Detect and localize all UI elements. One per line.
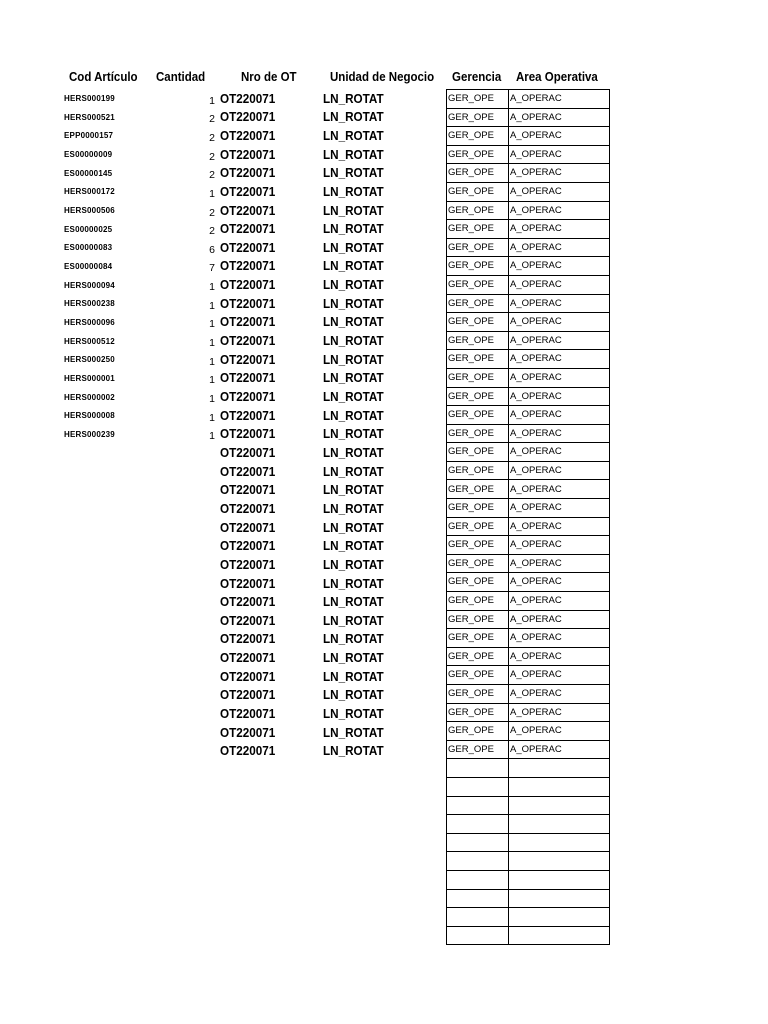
gerencia-cell[interactable]	[447, 796, 509, 815]
area-operativa-cell[interactable]: A_OPERAC	[509, 90, 610, 109]
gerencia-cell[interactable]: GER_OPE	[447, 164, 509, 183]
ot-number[interactable]: OT220071	[220, 500, 276, 516]
gerencia-cell[interactable]	[447, 777, 509, 796]
gerencia-cell[interactable]: GER_OPE	[447, 368, 509, 387]
table-row	[447, 145, 610, 164]
unidad-negocio[interactable]: LN_ROTAT	[323, 500, 384, 516]
table-row	[447, 424, 610, 443]
gerencia-cell[interactable]: GER_OPE	[447, 722, 509, 741]
area-operativa-cell[interactable]	[509, 815, 610, 834]
area-operativa-cell[interactable]: A_OPERAC	[509, 127, 610, 146]
item-code[interactable]: HERS000250	[64, 355, 115, 365]
unidad-negocio[interactable]: LN_ROTAT	[323, 706, 384, 722]
ot-number[interactable]: OT220071	[220, 202, 276, 218]
table-row	[447, 294, 610, 313]
item-quantity[interactable]: 1	[209, 94, 215, 107]
table-row	[447, 406, 610, 425]
table-row	[447, 926, 610, 945]
unidad-negocio[interactable]: LN_ROTAT	[323, 444, 384, 460]
unidad-negocio[interactable]: LN_ROTAT	[323, 426, 384, 442]
ot-number[interactable]: OT220071	[220, 556, 276, 572]
area-operativa-cell[interactable]: A_OPERAC	[509, 536, 610, 555]
unidad-negocio[interactable]: LN_ROTAT	[323, 258, 384, 274]
gerencia-cell[interactable]: GER_OPE	[447, 499, 509, 518]
table-row	[447, 201, 610, 220]
gerencia-cell[interactable]: GER_OPE	[447, 275, 509, 294]
gerencia-cell[interactable]: GER_OPE	[447, 331, 509, 350]
unidad-negocio[interactable]: LN_ROTAT	[323, 519, 384, 535]
header-area-operativa: Area Operativa	[516, 70, 598, 84]
unidad-negocio[interactable]: LN_ROTAT	[323, 239, 384, 255]
item-quantity[interactable]: 2	[209, 113, 215, 126]
ot-number[interactable]: OT220071	[220, 90, 276, 106]
ot-number[interactable]: OT220071	[220, 314, 276, 330]
item-code[interactable]: HERS000172	[64, 187, 115, 197]
header-gerencia: Gerencia	[452, 70, 502, 84]
gerencia-cell[interactable]	[447, 815, 509, 834]
area-operativa-cell[interactable]: A_OPERAC	[509, 647, 610, 666]
unidad-negocio[interactable]: LN_ROTAT	[323, 183, 384, 199]
area-operativa-cell[interactable]	[509, 926, 610, 945]
unidad-negocio[interactable]: LN_ROTAT	[323, 538, 384, 554]
item-quantity[interactable]: 1	[209, 281, 215, 294]
table-row	[447, 870, 610, 889]
area-operativa-cell[interactable]: A_OPERAC	[509, 331, 610, 350]
item-code[interactable]: HERS000199	[64, 94, 115, 104]
gerencia-cell[interactable]	[447, 870, 509, 889]
unidad-negocio[interactable]: LN_ROTAT	[323, 687, 384, 703]
table-row	[447, 592, 610, 611]
item-quantity[interactable]: 2	[209, 206, 215, 219]
unidad-negocio[interactable]: LN_ROTAT	[323, 127, 384, 143]
table-row	[447, 573, 610, 592]
area-operativa-cell[interactable]: A_OPERAC	[509, 461, 610, 480]
unidad-negocio[interactable]: LN_ROTAT	[323, 482, 384, 498]
area-operativa-cell[interactable]	[509, 777, 610, 796]
table-row	[447, 257, 610, 276]
table-row	[447, 666, 610, 685]
unidad-negocio[interactable]: LN_ROTAT	[323, 370, 384, 386]
gerencia-cell[interactable]: GER_OPE	[447, 313, 509, 332]
header-cod-articulo: Cod Artículo	[69, 70, 138, 84]
item-code[interactable]: HERS000238	[64, 299, 115, 309]
unidad-negocio[interactable]: LN_ROTAT	[323, 463, 384, 479]
ot-number[interactable]: OT220071	[220, 612, 276, 628]
gerencia-cell[interactable]: GER_OPE	[447, 610, 509, 629]
gerencia-cell[interactable]: GER_OPE	[447, 220, 509, 239]
unidad-negocio[interactable]: LN_ROTAT	[323, 389, 384, 404]
gerencia-cell[interactable]: GER_OPE	[447, 666, 509, 685]
gerencia-cell[interactable]: GER_OPE	[447, 387, 509, 406]
table-row	[447, 220, 610, 239]
unidad-negocio[interactable]: LN_ROTAT	[323, 165, 384, 181]
item-code[interactable]: HERS000521	[64, 112, 115, 122]
item-quantity[interactable]: 1	[209, 411, 215, 424]
unidad-negocio[interactable]: LN_ROTAT	[323, 90, 384, 106]
table-row	[447, 889, 610, 908]
unidad-negocio[interactable]: LN_ROTAT	[323, 202, 384, 218]
area-operativa-cell[interactable]: A_OPERAC	[509, 368, 610, 387]
gerencia-cell[interactable]: GER_OPE	[447, 201, 509, 220]
gerencia-cell[interactable]: GER_OPE	[447, 592, 509, 611]
area-operativa-cell[interactable]: A_OPERAC	[509, 573, 610, 592]
ot-number[interactable]: OT220071	[220, 538, 276, 554]
gerencia-cell[interactable]: GER_OPE	[447, 536, 509, 555]
gerencia-cell[interactable]	[447, 759, 509, 778]
table-row	[447, 629, 610, 648]
gerencia-area-table	[446, 89, 610, 945]
ot-number[interactable]: OT220071	[220, 668, 276, 684]
area-operativa-cell[interactable]	[509, 833, 610, 852]
unidad-negocio[interactable]: LN_ROTAT	[323, 556, 384, 572]
gerencia-cell[interactable]: GER_OPE	[447, 480, 509, 499]
gerencia-cell[interactable]: GER_OPE	[447, 108, 509, 127]
area-operativa-cell[interactable]: A_OPERAC	[509, 145, 610, 164]
table-row	[447, 443, 610, 462]
item-code[interactable]: ES00000084	[64, 261, 113, 271]
table-row	[447, 331, 610, 350]
unidad-negocio[interactable]: LN_ROTAT	[323, 109, 384, 125]
unidad-negocio[interactable]: LN_ROTAT	[323, 333, 384, 349]
item-code[interactable]: HERS000008	[64, 411, 115, 421]
area-operativa-cell[interactable]: A_OPERAC	[509, 387, 610, 406]
item-quantity[interactable]: 2	[209, 225, 215, 238]
area-operativa-cell[interactable]	[509, 759, 610, 778]
item-quantity[interactable]: 2	[209, 150, 215, 163]
ot-number[interactable]: OT220071	[220, 221, 276, 237]
area-operativa-cell[interactable]	[509, 852, 610, 871]
table-row	[447, 238, 610, 257]
table-row	[447, 90, 610, 109]
table-row	[447, 722, 610, 741]
unidad-negocio[interactable]: LN_ROTAT	[323, 314, 384, 330]
area-operativa-cell[interactable]: A_OPERAC	[509, 424, 610, 443]
ot-number[interactable]: OT220071	[220, 444, 276, 460]
area-operativa-cell[interactable]: A_OPERAC	[509, 238, 610, 257]
ot-number[interactable]: OT220071	[220, 389, 276, 404]
ot-number[interactable]: OT220071	[220, 127, 276, 143]
area-operativa-cell[interactable]: A_OPERAC	[509, 108, 610, 127]
gerencia-cell[interactable]: GER_OPE	[447, 406, 509, 425]
unidad-negocio[interactable]: LN_ROTAT	[323, 650, 384, 666]
gerencia-cell[interactable]: GER_OPE	[447, 517, 509, 536]
item-quantity[interactable]: 1	[209, 393, 215, 405]
area-operativa-cell[interactable]: A_OPERAC	[509, 220, 610, 239]
item-code[interactable]: HERS000094	[64, 280, 115, 290]
area-operativa-cell[interactable]: A_OPERAC	[509, 666, 610, 685]
item-quantity[interactable]: 1	[209, 318, 215, 331]
ot-number[interactable]: OT220071	[220, 165, 276, 181]
ot-number[interactable]: OT220071	[220, 743, 276, 759]
gerencia-cell[interactable]: GER_OPE	[447, 424, 509, 443]
ot-number[interactable]: OT220071	[220, 575, 276, 591]
area-operativa-cell[interactable]: A_OPERAC	[509, 406, 610, 425]
gerencia-cell[interactable]: GER_OPE	[447, 554, 509, 573]
area-operativa-cell[interactable]: A_OPERAC	[509, 592, 610, 611]
item-quantity[interactable]: 6	[209, 243, 215, 256]
item-quantity[interactable]: 1	[209, 430, 215, 443]
gerencia-cell[interactable]: GER_OPE	[447, 350, 509, 369]
area-operativa-cell[interactable]: A_OPERAC	[509, 443, 610, 462]
table-row	[447, 368, 610, 387]
gerencia-cell[interactable]: GER_OPE	[447, 443, 509, 462]
ot-number[interactable]: OT220071	[220, 463, 276, 479]
item-code[interactable]: ES00000025	[64, 224, 113, 234]
gerencia-cell[interactable]: GER_OPE	[447, 629, 509, 648]
area-operativa-cell[interactable]: A_OPERAC	[509, 703, 610, 722]
area-operativa-cell[interactable]: A_OPERAC	[509, 257, 610, 276]
item-quantity[interactable]: 1	[209, 355, 215, 368]
area-operativa-cell[interactable]: A_OPERAC	[509, 517, 610, 536]
table-row	[447, 536, 610, 555]
table-row	[447, 127, 610, 146]
table-row	[447, 461, 610, 480]
ot-number[interactable]: OT220071	[220, 295, 276, 311]
unidad-negocio[interactable]: LN_ROTAT	[323, 146, 384, 162]
table-row	[447, 499, 610, 518]
area-operativa-cell[interactable]	[509, 908, 610, 927]
table-row	[447, 703, 610, 722]
area-operativa-cell[interactable]: A_OPERAC	[509, 313, 610, 332]
table-row	[447, 685, 610, 704]
gerencia-cell[interactable]: GER_OPE	[447, 90, 509, 109]
ot-number[interactable]: OT220071	[220, 706, 276, 722]
item-quantity[interactable]: 2	[209, 131, 215, 144]
unidad-negocio[interactable]: LN_ROTAT	[323, 221, 384, 237]
area-operativa-cell[interactable]: A_OPERAC	[509, 182, 610, 201]
gerencia-cell[interactable]: GER_OPE	[447, 127, 509, 146]
unidad-negocio[interactable]: LN_ROTAT	[323, 295, 384, 311]
ot-number[interactable]: OT220071	[220, 407, 276, 423]
area-operativa-cell[interactable]: A_OPERAC	[509, 164, 610, 183]
area-operativa-cell[interactable]: A_OPERAC	[509, 629, 610, 648]
area-operativa-cell[interactable]: A_OPERAC	[509, 201, 610, 220]
gerencia-cell[interactable]: GER_OPE	[447, 573, 509, 592]
table-row	[447, 350, 610, 369]
table-row	[447, 275, 610, 294]
gerencia-cell[interactable]: GER_OPE	[447, 461, 509, 480]
gerencia-cell[interactable]: GER_OPE	[447, 685, 509, 704]
gerencia-cell[interactable]: GER_OPE	[447, 740, 509, 759]
unidad-negocio[interactable]: LN_ROTAT	[323, 668, 384, 684]
area-operativa-cell[interactable]: A_OPERAC	[509, 554, 610, 573]
gerencia-cell[interactable]: GER_OPE	[447, 647, 509, 666]
item-quantity[interactable]: 1	[209, 187, 215, 200]
item-code[interactable]: EPP0000157	[64, 131, 114, 141]
gerencia-cell[interactable]: GER_OPE	[447, 294, 509, 313]
item-quantity[interactable]: 2	[209, 169, 215, 182]
item-quantity[interactable]: 1	[209, 374, 215, 387]
gerencia-cell[interactable]: GER_OPE	[447, 145, 509, 164]
ot-number[interactable]: OT220071	[220, 333, 276, 349]
ot-number[interactable]: OT220071	[220, 277, 276, 293]
ot-number[interactable]: OT220071	[220, 724, 276, 740]
unidad-negocio[interactable]: LN_ROTAT	[323, 724, 384, 740]
ot-number[interactable]: OT220071	[220, 239, 276, 255]
table-row	[447, 815, 610, 834]
item-code[interactable]: HERS000512	[64, 336, 115, 346]
ot-number[interactable]: OT220071	[220, 631, 276, 647]
table-row	[447, 908, 610, 927]
area-operativa-cell[interactable]: A_OPERAC	[509, 610, 610, 629]
ot-number[interactable]: OT220071	[220, 258, 276, 274]
unidad-negocio[interactable]: LN_ROTAT	[323, 407, 384, 423]
area-operativa-cell[interactable]: A_OPERAC	[509, 740, 610, 759]
area-operativa-cell[interactable]: A_OPERAC	[509, 275, 610, 294]
unidad-negocio[interactable]: LN_ROTAT	[323, 351, 384, 367]
table-row	[447, 610, 610, 629]
ot-number[interactable]: OT220071	[220, 594, 276, 610]
ot-number[interactable]: OT220071	[220, 650, 276, 666]
area-operativa-cell[interactable]: A_OPERAC	[509, 480, 610, 499]
table-row	[447, 182, 610, 201]
area-operativa-cell[interactable]: A_OPERAC	[509, 685, 610, 704]
table-row	[447, 759, 610, 778]
table-row	[447, 313, 610, 332]
table-row	[447, 108, 610, 127]
item-code[interactable]: ES00000009	[64, 150, 113, 160]
ot-number[interactable]: OT220071	[220, 426, 276, 442]
area-operativa-cell[interactable]	[509, 796, 610, 815]
unidad-negocio[interactable]: LN_ROTAT	[323, 575, 384, 591]
gerencia-cell[interactable]	[447, 889, 509, 908]
ot-number[interactable]: OT220071	[220, 519, 276, 535]
table-row	[447, 554, 610, 573]
header-cantidad: Cantidad	[156, 70, 206, 84]
gerencia-cell[interactable]	[447, 908, 509, 927]
gerencia-cell[interactable]: GER_OPE	[447, 182, 509, 201]
ot-number[interactable]: OT220071	[220, 351, 276, 367]
area-operativa-cell[interactable]: A_OPERAC	[509, 499, 610, 518]
header-nro-ot: Nro de OT	[241, 70, 297, 84]
gerencia-cell[interactable]	[447, 926, 509, 945]
item-code[interactable]: ES00000145	[64, 168, 113, 178]
area-operativa-cell[interactable]	[509, 889, 610, 908]
gerencia-cell[interactable]: GER_OPE	[447, 703, 509, 722]
area-operativa-cell[interactable]: A_OPERAC	[509, 294, 610, 313]
gerencia-cell[interactable]	[447, 833, 509, 852]
item-code[interactable]: HERS000506	[64, 206, 115, 215]
table-row	[447, 647, 610, 666]
area-operativa-cell[interactable]: A_OPERAC	[509, 722, 610, 741]
item-quantity[interactable]: 7	[209, 262, 215, 275]
gerencia-cell[interactable]: GER_OPE	[447, 257, 509, 276]
gerencia-cell[interactable]	[447, 852, 509, 871]
table-row	[447, 517, 610, 536]
table-row	[447, 387, 610, 406]
ot-number[interactable]: OT220071	[220, 183, 276, 199]
unidad-negocio[interactable]: LN_ROTAT	[323, 594, 384, 610]
unidad-negocio[interactable]: LN_ROTAT	[323, 277, 384, 293]
ot-number[interactable]: OT220071	[220, 109, 276, 125]
table-row	[447, 480, 610, 499]
header-unidad-negocio: Unidad de Negocio	[330, 70, 435, 84]
ot-number[interactable]: OT220071	[220, 482, 276, 498]
ot-number[interactable]: OT220071	[220, 146, 276, 162]
table-row	[447, 740, 610, 759]
table-row	[447, 777, 610, 796]
item-quantity[interactable]: 1	[209, 299, 215, 312]
item-code[interactable]: ES00000083	[64, 243, 113, 253]
item-code[interactable]: HERS000002	[64, 392, 115, 402]
table-row	[447, 796, 610, 815]
item-code[interactable]: HERS000096	[64, 317, 115, 327]
unidad-negocio[interactable]: LN_ROTAT	[323, 612, 384, 628]
area-operativa-cell[interactable]: A_OPERAC	[509, 350, 610, 369]
table-row	[447, 833, 610, 852]
gerencia-cell[interactable]: GER_OPE	[447, 238, 509, 257]
ot-number[interactable]: OT220071	[220, 687, 276, 703]
item-code[interactable]: HERS000001	[64, 373, 115, 383]
ot-number[interactable]: OT220071	[220, 370, 276, 386]
item-quantity[interactable]: 1	[209, 337, 215, 350]
table-row	[447, 852, 610, 871]
unidad-negocio[interactable]: LN_ROTAT	[323, 743, 384, 759]
area-operativa-cell[interactable]	[509, 870, 610, 889]
item-code[interactable]: HERS000239	[64, 429, 115, 439]
unidad-negocio[interactable]: LN_ROTAT	[323, 631, 384, 647]
table-row	[447, 164, 610, 183]
